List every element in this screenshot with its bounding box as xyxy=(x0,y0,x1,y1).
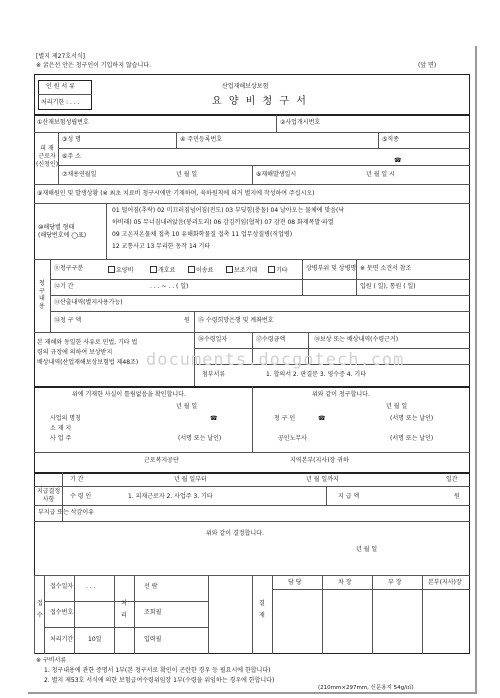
business-phone-icon: ☎ xyxy=(210,415,218,422)
form-subtitle: 산업재해보상보험 xyxy=(222,83,269,90)
hire-date-label: ⑦채용연월일 xyxy=(62,171,97,178)
required-doc-2: 2. 별지 제53호 서식에 의한 보험급여수령위임장 1부(수령을 위임하는 경우에 한합니다) xyxy=(44,677,275,684)
compensation-col: ⑱보상 또는 배상내역(수령근거) xyxy=(314,336,399,343)
accident-cause-label: ⑨재해원인 및 발생상황 (※ 최초 치료비 청구시에만 기재하며, 육하원칙에 의거 별지에 작성하여 주십시오) xyxy=(37,190,315,197)
injury-label: 상병부위 및 상병명 xyxy=(306,265,357,272)
claim-option-1[interactable]: 요양비 xyxy=(108,266,133,274)
approval-section-label: 결 재 xyxy=(259,600,265,619)
opinion-note: ※ 뭇면 소견서 참조 xyxy=(360,265,412,272)
receipt-date-label: 접수일자 xyxy=(50,583,74,590)
business-address-label: 소 재 지 xyxy=(50,425,72,432)
form-title: 요 양 비 청 구 서 xyxy=(212,96,308,107)
inpatient-value: 입원 ( 일), 통원 ( 일) xyxy=(360,283,416,290)
job-label: ⑤직종 xyxy=(382,136,399,143)
address-label: ⑥주 소 xyxy=(62,153,81,160)
pay-amount-label: 지 급 액 xyxy=(338,493,360,500)
claim-form xyxy=(26,44,475,692)
calc-detail-label: ⑬산출내역(별지사용가능) xyxy=(54,299,123,306)
claimant-label: 청 구 인 xyxy=(274,415,296,422)
claim-content-label: 청 구 내 용 xyxy=(39,280,45,310)
pay-amount-unit: 원 xyxy=(454,493,460,500)
agreement-line2: 령의 규정에 의하여 보상받지 xyxy=(37,349,113,356)
accident-type-line3: 09 고온저온물체 접촉 10 유해화학물질 접촉 11 업무상질병(직업병) xyxy=(112,231,293,238)
labor-attorney-label: 공인노무사 xyxy=(278,435,307,442)
business-name-label: 사업의 명칭 xyxy=(50,415,81,422)
decision-to: 년 월 일까지 xyxy=(306,476,339,483)
required-doc-1: 1. 청구내용에 관한 증명서 1부(본 청구서로 확인이 곤란한 경우 등 필요시에 한합니다) xyxy=(44,667,271,674)
reject-reason-label: 부지급 또는 삭감이유 xyxy=(38,509,94,516)
decision-days: 일간 xyxy=(446,476,458,483)
watermark: documents.docgotech.com xyxy=(146,350,405,370)
decision-date: 년 월 일 xyxy=(356,546,378,553)
decision-period-label: 기 간 xyxy=(70,476,84,483)
receipt-section-label: 접 수 xyxy=(37,600,43,619)
period-row-label: ⑫기 간 xyxy=(54,283,74,290)
phone-icon: ☎ xyxy=(394,157,402,164)
confirm-statement: 위에 기재한 사실이 틀림없음을 확인합니다. xyxy=(72,391,186,398)
name-label: ③성 명 xyxy=(62,136,81,143)
required-docs-heading: ※ 구비서류 xyxy=(36,657,67,664)
review-label: 선 람 xyxy=(144,583,158,590)
approver-head: 본부(지사)장 xyxy=(428,579,462,586)
claimant-sign: (서명 또는 날인) xyxy=(390,415,434,422)
receive-amount-col: ⑰수령금액 xyxy=(256,336,286,343)
employer-label: 사 업 주 xyxy=(50,435,72,442)
decision-statement: 위와 같이 결정합니다. xyxy=(206,530,264,537)
attorney-sign: (서명 또는 날인) xyxy=(390,435,434,442)
accident-type-line1: 01 떨어짐(추락) 02 미끄러짐넘어짐(전도) 03 부딪힘(충돌) 04 날아오는 물체에 맞음(낙 xyxy=(112,207,345,214)
claim-amount-label: ⑭청 구 액 xyxy=(54,317,82,324)
processing-section-label: 처 리 xyxy=(121,600,127,619)
accident-type-line4: 12 교통사고 13 무리한 동작 14 기타 xyxy=(112,243,211,250)
claim-option-4[interactable]: 보조기대 xyxy=(226,266,257,274)
confirm-date: 년 월 일 xyxy=(176,403,198,410)
paper-size-note: (210mm×297mm, 신문용지 54g/㎡) xyxy=(318,685,414,691)
hire-date-value: 년 월 일 xyxy=(176,171,198,178)
accident-type-line2: 하비래) 05 무너짐내려앉음(붕괴도괴) 06 감김끼임(협착) 07 감전 08 화재폭발·파열 xyxy=(112,219,334,226)
input-label: 입력필 xyxy=(144,636,162,643)
claim-amount-unit: 원 xyxy=(184,317,190,324)
victim-label: 피 재 근로자 (신청인) xyxy=(36,145,59,168)
payment-decision-label: 지급결정 사항 xyxy=(37,488,61,503)
business-start-label: ②사업개시번호 xyxy=(280,119,321,126)
receipt-label: 인 원 서 류 xyxy=(46,83,75,90)
receiver-options: 1. 피재근로자 2. 사업주 3. 기타 xyxy=(128,493,213,500)
decision-from: 년 월 일부터 xyxy=(174,476,207,483)
receiver-label: 수 령 인 xyxy=(70,493,92,500)
claimant-phone-icon: ☎ xyxy=(318,415,326,422)
receive-date-col: ⑯수령일자 xyxy=(198,336,228,343)
page-side: (앞 면) xyxy=(418,62,437,69)
accident-type-label: ⑩해당별 형태 (해당번호에 ◯표) xyxy=(38,224,87,239)
insurance-number-label: ①산재보험성립번호 xyxy=(37,119,89,126)
period-label: 처리기한 : . . . xyxy=(41,99,80,106)
agreement-line3: 배상내역(산업재해보상보험법 제48조) xyxy=(37,359,139,366)
claim-option-5[interactable]: 기타 xyxy=(268,266,288,274)
branch-head: 지역본부(지사)장 귀하 xyxy=(290,457,349,464)
approver-manager: 부 장 xyxy=(388,579,402,586)
approver-staff: 담 당 xyxy=(288,579,302,586)
recipient-agency: 근로복지공단 xyxy=(144,457,179,464)
processing-period-label: 처리기간 xyxy=(50,636,74,643)
period-row-value: . . . ~ . . ( 일) xyxy=(150,283,189,290)
claim-date: 년 월 일 xyxy=(386,403,408,410)
claim-statement: 위와 같이 청구합니다. xyxy=(312,391,370,398)
approver-deputy: 차 장 xyxy=(338,579,352,586)
accident-date-value: 년 월 일 시 xyxy=(366,171,395,178)
attachments-options: 1. 합의서 2. 판결문 3. 영수증 4. 기타 xyxy=(266,371,367,378)
claim-option-2[interactable]: 개호료 xyxy=(150,266,175,274)
employer-sign: (서명 또는 날인) xyxy=(178,435,222,442)
processing-period-value: 10일 xyxy=(88,636,102,643)
resident-number-label: ④ 주민등록번호 xyxy=(180,136,223,143)
agreement-line1: 본 재해와 동일한 사유로 민법, 기타 법 xyxy=(37,339,138,346)
accident-date-label: ⑧재해발생일시 xyxy=(256,171,297,178)
receipt-number-label: 접수번호 xyxy=(50,609,74,616)
form-number: [별지 제27호서식] xyxy=(36,53,85,60)
claim-option-3[interactable]: 이송료 xyxy=(188,266,213,274)
bank-account-label: ⑮ 수령희망은행 및 계좌번호 xyxy=(198,317,274,324)
inquiry-label: 조회필 xyxy=(144,609,162,616)
attachments-label: 첨부서류 xyxy=(202,371,226,378)
receipt-date-value: . . . xyxy=(86,583,96,590)
claim-type-label: ⑪청구구분 xyxy=(54,265,84,272)
form-notice: ※ 굵은선 안은 청구인이 기입하지 않습니다. xyxy=(36,62,152,69)
